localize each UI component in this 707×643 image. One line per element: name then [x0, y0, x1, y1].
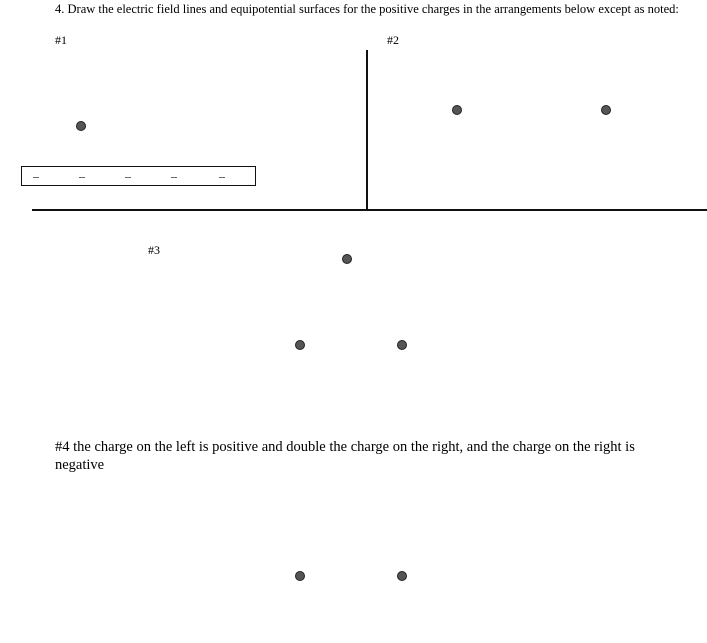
charge-p3-top	[342, 254, 352, 264]
minus-sign: –	[171, 169, 177, 183]
charge-p3-left	[295, 340, 305, 350]
minus-sign: –	[219, 169, 225, 183]
charge-p2-left	[452, 105, 462, 115]
problem-3-label: #3	[148, 243, 160, 257]
charge-p4-right	[397, 571, 407, 581]
charge-p1	[76, 121, 86, 131]
charge-p3-right	[397, 340, 407, 350]
instructions-text: 4. Draw the electric field lines and equipotential surfaces for the positive charges in the arrangements below except as noted:	[55, 2, 679, 16]
problem-4-text: #4 the charge on the left is positive and double the charge on the right, and the charge on the right is negative	[55, 439, 635, 473]
charge-p2-right	[601, 105, 611, 115]
problem-1-label: #1	[55, 33, 67, 47]
minus-sign: –	[33, 169, 39, 183]
negative-plate	[21, 166, 256, 186]
minus-sign: –	[125, 169, 131, 183]
problem-2-label: #2	[387, 33, 399, 47]
minus-sign: –	[79, 169, 85, 183]
vertical-divider	[366, 50, 368, 209]
horizontal-divider	[32, 209, 707, 211]
charge-p4-left	[295, 571, 305, 581]
